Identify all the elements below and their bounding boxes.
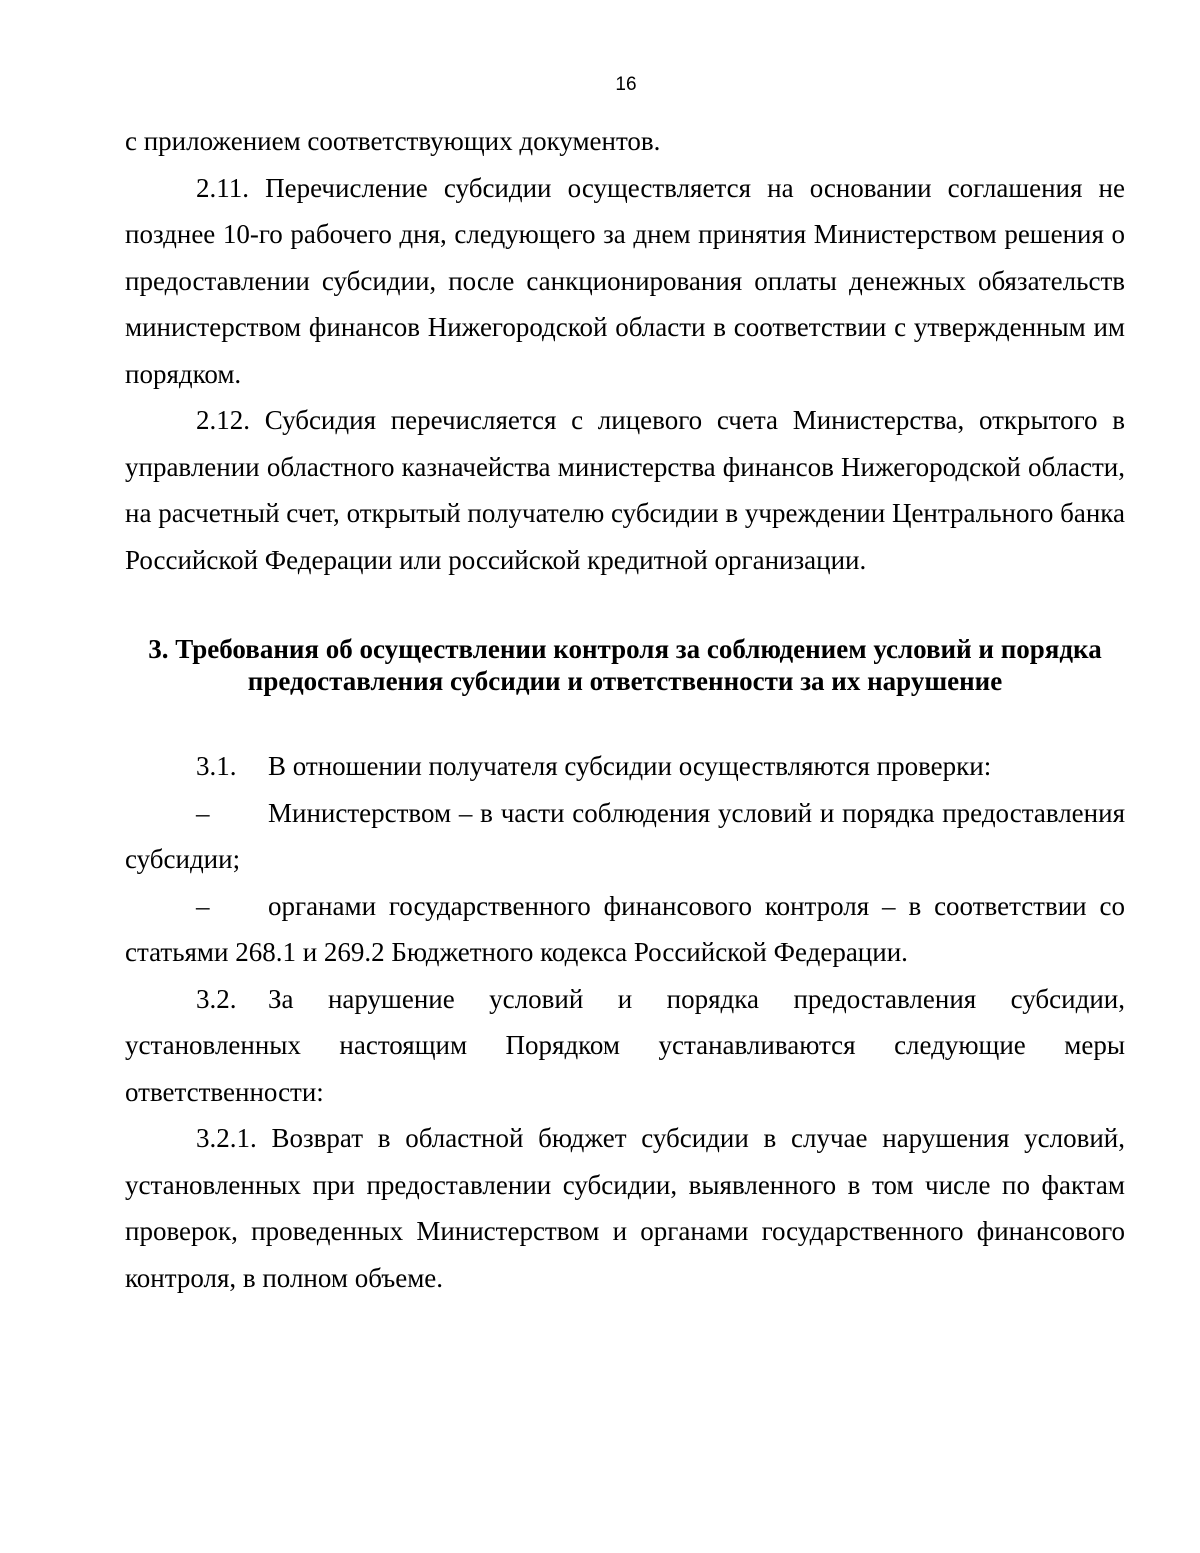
spacer — [125, 583, 1125, 633]
section-3-heading — [125, 633, 1125, 697]
paragraph-3-2-text: За нарушение условий и порядка предоставления субсидии, установленных настоящим Порядком устанавливаются следующие меры ответственности: — [125, 983, 1125, 1107]
page-number: 16 — [615, 74, 637, 95]
list-item-control-bodies — [125, 883, 1125, 976]
paragraph-3-2-1: 3.2.1. Возврат в областной бюджет субсидии в случае нарушения условий, установленных при предоставлении субсидии, выявленного в том числе по фактам проверок, проведенных Министерством и органами государственного финансового контроля, в полном объеме. — [125, 1123, 1125, 1293]
paragraph-2-12: 2.12. Субсидия перечисляется с лицевого счета Министерства, открытого в управлении областного казначейства министерства финансов Нижегородской области, на расчетный счет, открытый получателю субсидии в учреждении Центрального банка Российской Федерации или российской кредитной организации. — [125, 405, 1125, 575]
paragraph-2-11: 2.11. Перечисление субсидии осуществляется на основании соглашения не позднее 10-го рабочего дня, следующего за днем принятия Министерством решения о предоставлении субсидии, после санкционирования оплаты денежных обязательств министерством финансов Нижегородской области в соответствии с утвержденным им порядком. — [125, 172, 1125, 389]
paragraph-3-2-number: 3.2. — [196, 983, 237, 1014]
list-item-control-bodies-text: органами государственного финансового контроля – в соответствии со статьями 268.1 и 269.2 Бюджетного кодекса Российской Федерации. — [125, 890, 1125, 967]
dash-marker: – — [196, 797, 210, 828]
list-item-ministry — [125, 790, 1125, 883]
document-body — [125, 118, 1125, 1301]
section-3-heading-line-1: 3. Требования об осуществлении контроля за соблюдением условий и порядка — [148, 634, 1102, 664]
list-item-ministry-text: Министерством – в части соблюдения условий и порядка предоставления субсидии; — [125, 797, 1125, 874]
paragraph-3-2 — [125, 976, 1125, 1116]
paragraph-3-1-number: 3.1. — [196, 751, 237, 781]
paragraph-continuation: с приложением соответствующих документов. — [125, 126, 661, 156]
paragraph-3-1-text: В отношении получателя субсидии осуществляются проверки: — [268, 751, 992, 781]
spacer — [125, 697, 1125, 743]
paragraph-3-1 — [125, 743, 1125, 790]
section-3-heading-line-2: предоставления субсидии и ответственности за их нарушение — [247, 666, 1003, 696]
dash-marker: – — [196, 890, 210, 921]
